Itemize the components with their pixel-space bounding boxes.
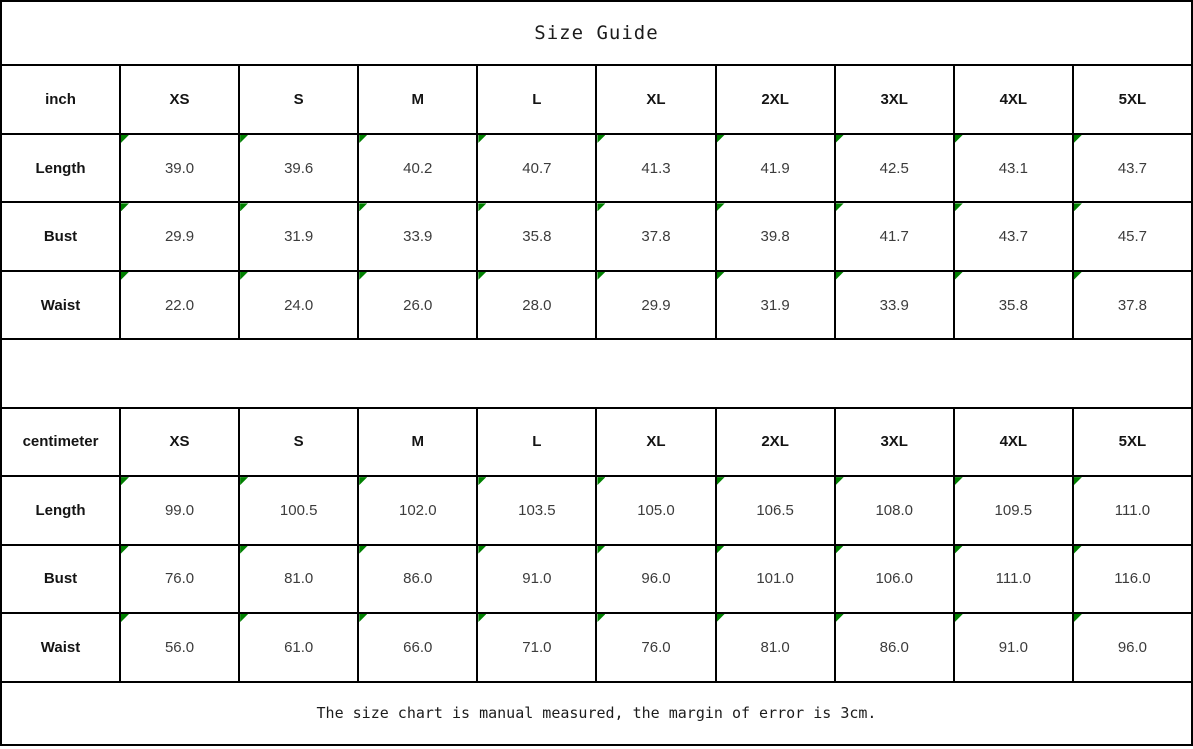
measure-value-cell-text: 40.2	[403, 159, 433, 177]
measure-value-cell-text: 76.0	[641, 638, 671, 656]
green-corner-marker-icon	[955, 477, 963, 485]
size-header-cell-3xl-text: 3XL	[880, 433, 908, 451]
size-header-cell-l-text: L	[532, 91, 542, 109]
measure-value-cell-text: 66.0	[403, 638, 433, 656]
green-corner-marker-icon	[597, 135, 605, 143]
measure-value-cell-text: 39.8	[760, 228, 790, 246]
green-corner-marker-icon	[836, 135, 844, 143]
green-corner-marker-icon	[478, 203, 486, 211]
size-header-cell-xs	[120, 408, 239, 476]
size-header-cell-5xl-text: 5XL	[1118, 91, 1147, 109]
green-corner-marker-icon	[836, 546, 844, 554]
size-guide-table-body	[1, 1, 1192, 745]
measure-value-cell	[596, 202, 715, 270]
measure-value-cell	[596, 134, 715, 202]
measure-value-cell-text: 81.0	[760, 638, 790, 656]
measure-value-cell-text: 102.0	[399, 501, 437, 519]
measure-value-cell-text: 26.0	[403, 296, 433, 314]
measure-value-cell	[120, 545, 239, 613]
measure-value-cell	[120, 271, 239, 339]
measure-row	[1, 271, 1192, 339]
green-corner-marker-icon	[597, 477, 605, 485]
measure-label-cell-text: Length	[35, 501, 86, 519]
measure-value-cell-text: 35.8	[522, 228, 552, 246]
green-corner-marker-icon	[359, 272, 367, 280]
measure-value-cell-text: 43.7	[998, 228, 1028, 246]
size-header-cell-l	[477, 408, 596, 476]
measure-value-cell-text: 37.8	[641, 228, 671, 246]
measure-value-cell-text: 37.8	[1117, 296, 1148, 314]
measure-value-cell-text: 33.9	[403, 228, 433, 246]
measure-value-cell	[358, 476, 477, 544]
green-corner-marker-icon	[478, 546, 486, 554]
measure-value-cell-text: 39.0	[164, 159, 195, 177]
measure-value-cell-text: 40.7	[522, 159, 552, 177]
size-header-cell-4xl-text: 4XL	[999, 433, 1028, 451]
measure-value-cell	[1073, 134, 1192, 202]
measure-value-cell	[596, 476, 715, 544]
measure-label-cell-text: Waist	[40, 296, 81, 314]
size-header-cell-xl-text: XL	[646, 433, 666, 451]
green-corner-marker-icon	[597, 546, 605, 554]
green-corner-marker-icon	[955, 203, 963, 211]
measure-value-cell-text: 81.0	[284, 570, 314, 588]
green-corner-marker-icon	[121, 203, 129, 211]
measure-label-cell	[1, 134, 120, 202]
green-corner-marker-icon	[121, 135, 129, 143]
green-corner-marker-icon	[955, 135, 963, 143]
size-header-cell-xl	[596, 65, 715, 133]
size-header-cell-xs-text: XS	[169, 91, 190, 109]
size-header-cell-s	[239, 408, 358, 476]
size-header-cell-3xl-text: 3XL	[880, 91, 908, 109]
footer-row	[1, 682, 1192, 746]
measure-value-cell	[477, 134, 596, 202]
unit-header-row	[1, 408, 1192, 476]
green-corner-marker-icon	[836, 272, 844, 280]
measure-value-cell	[477, 476, 596, 544]
page-title-text: Size Guide	[534, 22, 659, 45]
measure-value-cell-text: 105.0	[637, 501, 675, 519]
measure-value-cell-text: 103.5	[518, 501, 556, 519]
measure-row	[1, 613, 1192, 681]
measure-value-cell-text: 29.9	[164, 228, 195, 246]
size-header-cell-4xl	[954, 408, 1073, 476]
green-corner-marker-icon	[240, 135, 248, 143]
measure-value-cell	[835, 545, 954, 613]
size-header-cell-m-text: M	[411, 91, 425, 109]
measure-value-cell	[835, 271, 954, 339]
measure-value-cell	[954, 134, 1073, 202]
measure-label-cell	[1, 545, 120, 613]
measure-value-cell	[954, 202, 1073, 270]
unit-label-cell	[1, 408, 120, 476]
size-header-cell-3xl	[835, 65, 954, 133]
green-corner-marker-icon	[597, 614, 605, 622]
green-corner-marker-icon	[240, 546, 248, 554]
green-corner-marker-icon	[955, 272, 963, 280]
size-header-cell-2xl	[716, 65, 835, 133]
measure-value-cell-text: 91.0	[522, 570, 552, 588]
measure-value-cell	[358, 613, 477, 681]
measure-value-cell	[1073, 476, 1192, 544]
measure-value-cell	[596, 613, 715, 681]
measure-value-cell-text: 35.8	[998, 296, 1028, 314]
measure-value-cell	[835, 613, 954, 681]
green-corner-marker-icon	[359, 477, 367, 485]
measure-value-cell	[477, 202, 596, 270]
unit-label-cell-text: centimeter	[22, 433, 99, 451]
green-corner-marker-icon	[359, 203, 367, 211]
green-corner-marker-icon	[717, 546, 725, 554]
footer-note	[1, 682, 1192, 746]
green-corner-marker-icon	[1074, 546, 1082, 554]
size-header-cell-xs	[120, 65, 239, 133]
size-header-cell-4xl	[954, 65, 1073, 133]
green-corner-marker-icon	[1074, 135, 1082, 143]
page-title	[1, 1, 1192, 65]
measure-value-cell	[954, 476, 1073, 544]
green-corner-marker-icon	[597, 272, 605, 280]
unit-header-row	[1, 65, 1192, 133]
size-header-cell-5xl	[1073, 408, 1192, 476]
size-header-cell-m-text: M	[411, 433, 425, 451]
measure-value-cell-text: 33.9	[879, 296, 909, 314]
measure-label-cell-text: Length	[35, 159, 86, 177]
green-corner-marker-icon	[717, 614, 725, 622]
size-header-cell-5xl-text: 5XL	[1118, 433, 1147, 451]
measure-value-cell-text: 100.5	[279, 501, 318, 519]
green-corner-marker-icon	[836, 614, 844, 622]
measure-value-cell	[716, 545, 835, 613]
measure-value-cell-text: 31.9	[284, 228, 314, 246]
green-corner-marker-icon	[836, 203, 844, 211]
green-corner-marker-icon	[121, 477, 129, 485]
measure-value-cell	[120, 476, 239, 544]
footer-note-text: The size chart is manual measured, the margin of error is 3cm.	[316, 704, 877, 723]
green-corner-marker-icon	[1074, 203, 1082, 211]
measure-value-cell	[358, 271, 477, 339]
measure-value-cell-text: 106.0	[875, 570, 913, 588]
measure-label-cell-text: Waist	[40, 638, 81, 656]
measure-value-cell-text: 116.0	[1114, 570, 1151, 588]
measure-value-cell-text: 61.0	[284, 638, 314, 656]
measure-row	[1, 476, 1192, 544]
green-corner-marker-icon	[240, 272, 248, 280]
measure-row	[1, 545, 1192, 613]
measure-value-cell-text: 101.0	[756, 570, 794, 588]
green-corner-marker-icon	[359, 135, 367, 143]
measure-value-cell	[835, 476, 954, 544]
measure-value-cell-text: 76.0	[164, 570, 195, 588]
measure-value-cell-text: 108.0	[875, 501, 913, 519]
size-header-cell-m	[358, 65, 477, 133]
size-header-cell-3xl	[835, 408, 954, 476]
measure-value-cell-text: 96.0	[641, 570, 671, 588]
measure-value-cell	[239, 134, 358, 202]
measure-value-cell-text: 41.9	[760, 159, 790, 177]
measure-value-cell-text: 91.0	[998, 638, 1028, 656]
measure-value-cell	[596, 545, 715, 613]
green-corner-marker-icon	[121, 272, 129, 280]
measure-value-cell	[716, 134, 835, 202]
green-corner-marker-icon	[359, 614, 367, 622]
measure-value-cell-text: 41.3	[641, 159, 671, 177]
green-corner-marker-icon	[597, 203, 605, 211]
measure-value-cell	[835, 202, 954, 270]
measure-value-cell	[596, 271, 715, 339]
unit-label-cell-text: inch	[45, 91, 76, 109]
green-corner-marker-icon	[478, 477, 486, 485]
measure-value-cell-text: 28.0	[522, 296, 552, 314]
measure-value-cell	[1073, 202, 1192, 270]
measure-value-cell	[477, 613, 596, 681]
measure-value-cell	[716, 476, 835, 544]
measure-value-cell-text: 71.0	[522, 638, 552, 656]
measure-value-cell-text: 106.5	[756, 501, 794, 519]
measure-value-cell	[716, 202, 835, 270]
measure-value-cell-text: 29.9	[641, 296, 671, 314]
spacer-row	[1, 339, 1192, 407]
measure-value-cell-text: 43.1	[998, 159, 1028, 177]
size-header-cell-2xl-text: 2XL	[761, 91, 789, 109]
measure-label-cell	[1, 613, 120, 681]
measure-value-cell	[1073, 271, 1192, 339]
green-corner-marker-icon	[478, 272, 486, 280]
size-header-cell-m	[358, 408, 477, 476]
measure-value-cell-text: 24.0	[284, 296, 314, 314]
green-corner-marker-icon	[717, 477, 725, 485]
measure-value-cell-text: 111.0	[1114, 501, 1151, 519]
spacer-cell	[1, 339, 1192, 407]
measure-label-cell	[1, 202, 120, 270]
measure-value-cell	[120, 202, 239, 270]
green-corner-marker-icon	[359, 546, 367, 554]
measure-label-cell	[1, 476, 120, 544]
green-corner-marker-icon	[121, 546, 129, 554]
size-header-cell-s	[239, 65, 358, 133]
size-header-cell-l-text: L	[532, 433, 542, 451]
green-corner-marker-icon	[1074, 614, 1082, 622]
measure-value-cell	[954, 613, 1073, 681]
measure-label-cell	[1, 271, 120, 339]
measure-value-cell	[954, 271, 1073, 339]
measure-row	[1, 134, 1192, 202]
measure-label-cell-text: Bust	[43, 228, 78, 246]
measure-value-cell	[239, 613, 358, 681]
green-corner-marker-icon	[836, 477, 844, 485]
size-header-cell-xs-text: XS	[169, 433, 190, 451]
green-corner-marker-icon	[717, 203, 725, 211]
measure-value-cell	[239, 271, 358, 339]
size-header-cell-2xl-text: 2XL	[761, 433, 789, 451]
green-corner-marker-icon	[478, 614, 486, 622]
measure-value-cell-text: 96.0	[1117, 638, 1148, 656]
measure-value-cell-text: 43.7	[1117, 159, 1148, 177]
green-corner-marker-icon	[240, 614, 248, 622]
measure-value-cell	[835, 134, 954, 202]
measure-value-cell	[477, 271, 596, 339]
measure-value-cell	[716, 271, 835, 339]
measure-value-cell	[358, 545, 477, 613]
measure-value-cell-text: 41.7	[879, 228, 909, 246]
measure-label-cell-text: Bust	[43, 570, 78, 588]
green-corner-marker-icon	[1074, 477, 1082, 485]
measure-value-cell-text: 45.7	[1117, 228, 1148, 246]
size-header-cell-s-text: S	[293, 433, 304, 451]
measure-value-cell-text: 99.0	[164, 501, 195, 519]
green-corner-marker-icon	[478, 135, 486, 143]
size-header-cell-2xl	[716, 408, 835, 476]
measure-row	[1, 202, 1192, 270]
measure-value-cell	[954, 545, 1073, 613]
measure-value-cell	[120, 134, 239, 202]
green-corner-marker-icon	[717, 135, 725, 143]
measure-value-cell	[239, 202, 358, 270]
measure-value-cell	[120, 613, 239, 681]
green-corner-marker-icon	[1074, 272, 1082, 280]
measure-value-cell	[477, 545, 596, 613]
measure-value-cell-text: 86.0	[403, 570, 433, 588]
measure-value-cell-text: 86.0	[879, 638, 909, 656]
size-header-cell-l	[477, 65, 596, 133]
title-row	[1, 1, 1192, 65]
measure-value-cell	[1073, 613, 1192, 681]
measure-value-cell-text: 42.5	[879, 159, 909, 177]
size-header-cell-xl-text: XL	[646, 91, 666, 109]
green-corner-marker-icon	[717, 272, 725, 280]
measure-value-cell-text: 31.9	[760, 296, 790, 314]
measure-value-cell	[358, 134, 477, 202]
size-header-cell-4xl-text: 4XL	[999, 91, 1028, 109]
green-corner-marker-icon	[240, 477, 248, 485]
measure-value-cell	[239, 545, 358, 613]
unit-label-cell	[1, 65, 120, 133]
measure-value-cell	[358, 202, 477, 270]
green-corner-marker-icon	[955, 614, 963, 622]
measure-value-cell	[716, 613, 835, 681]
size-header-cell-xl	[596, 408, 715, 476]
measure-value-cell-text: 22.0	[164, 296, 195, 314]
measure-value-cell	[239, 476, 358, 544]
green-corner-marker-icon	[955, 546, 963, 554]
measure-value-cell-text: 56.0	[164, 638, 195, 656]
measure-value-cell	[1073, 545, 1192, 613]
size-header-cell-5xl	[1073, 65, 1192, 133]
green-corner-marker-icon	[240, 203, 248, 211]
measure-value-cell-text: 109.5	[994, 501, 1033, 519]
measure-value-cell-text: 111.0	[995, 570, 1031, 588]
measure-value-cell-text: 39.6	[284, 159, 314, 177]
green-corner-marker-icon	[121, 614, 129, 622]
size-header-cell-s-text: S	[293, 91, 304, 109]
